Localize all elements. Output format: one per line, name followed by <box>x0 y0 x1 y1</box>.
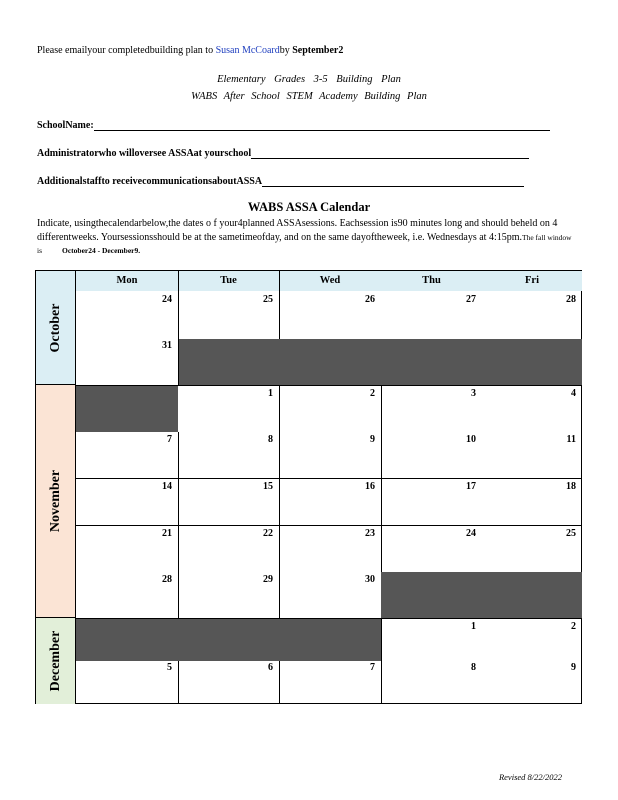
date-number: 30 <box>365 574 375 585</box>
date-number: 4 <box>571 388 576 399</box>
date-number: 25 <box>566 528 576 539</box>
day-cell[interactable] <box>482 525 582 572</box>
day-cell[interactable] <box>76 478 178 525</box>
revised-date: Revised 8/22/2022 <box>498 772 562 782</box>
day-cell[interactable] <box>482 385 582 432</box>
contact-link[interactable]: Susan McCoard <box>215 45 280 56</box>
month-december-label: December <box>47 630 63 692</box>
intro-prefix: Please emailyour completedbuilding plan to <box>37 45 216 56</box>
instructions-text: Indicate, usingthecalendarbelow,the dates o f your4planned ASSAsessions. Eachsession is90 minutes long and should beheld on 4 differentweeks. Yoursessionsshould be at the sametimeofday, and on the same dayoftheweek, i.e. Wednesdays at 4:15pm. <box>37 218 558 243</box>
day-cell[interactable] <box>178 525 279 572</box>
day-cell[interactable] <box>381 618 482 661</box>
date-number: 21 <box>162 528 172 539</box>
date-number: 2 <box>370 388 375 399</box>
date-number: 14 <box>162 481 172 492</box>
unavailable-block <box>178 339 582 385</box>
instructions-window-label: The fall window is <box>37 232 572 255</box>
date-number: 8 <box>268 434 273 445</box>
day-cell[interactable] <box>178 659 279 704</box>
day-cell[interactable] <box>279 291 381 339</box>
instructions-window-dates: October24 - December9. <box>62 246 141 255</box>
date-number: 1 <box>268 388 273 399</box>
date-number: 8 <box>471 662 476 673</box>
administrator-field[interactable] <box>37 147 529 159</box>
day-cell[interactable] <box>381 659 482 704</box>
date-number: 10 <box>466 434 476 445</box>
date-number: 24 <box>162 294 172 305</box>
administrator-label: Administratorwho willoversee ASSAat yourschool <box>37 148 252 159</box>
date-number: 18 <box>566 481 576 492</box>
month-november-label: November <box>47 469 63 533</box>
date-number: 5 <box>167 662 172 673</box>
date-number: 11 <box>566 434 576 445</box>
day-cell[interactable] <box>178 478 279 525</box>
day-cell[interactable] <box>482 431 582 478</box>
date-number: 9 <box>571 662 576 673</box>
day-cell[interactable] <box>76 291 178 339</box>
month-october <box>36 271 76 385</box>
date-number: 29 <box>263 574 273 585</box>
day-cell[interactable] <box>381 431 482 478</box>
day-cell[interactable] <box>76 571 178 618</box>
date-number: 16 <box>365 481 375 492</box>
day-cell[interactable] <box>279 385 381 432</box>
unavailable-block <box>76 618 381 661</box>
date-number: 24 <box>466 528 476 539</box>
intro-middle: by <box>279 45 293 56</box>
header-tue: Tue <box>178 271 279 291</box>
day-cell[interactable] <box>76 525 178 572</box>
calendar-title: WABS ASSA Calendar <box>247 200 371 214</box>
date-number: 1 <box>471 621 476 632</box>
date-number: 25 <box>263 294 273 305</box>
unavailable-block <box>76 385 178 432</box>
intro-line <box>37 45 343 56</box>
day-cell[interactable] <box>279 659 381 704</box>
header-wed: Wed <box>279 271 381 291</box>
day-cell[interactable] <box>76 431 178 478</box>
unavailable-block <box>381 572 582 618</box>
day-cell[interactable] <box>178 385 279 432</box>
school-name-line[interactable] <box>94 119 550 131</box>
day-cell[interactable] <box>482 659 582 704</box>
month-december <box>36 618 76 704</box>
day-cell[interactable] <box>279 478 381 525</box>
date-number: 6 <box>268 662 273 673</box>
day-cell[interactable] <box>482 291 582 339</box>
date-number: 3 <box>471 388 476 399</box>
date-number: 7 <box>167 434 172 445</box>
header-mon: Mon <box>76 271 178 291</box>
date-number: 31 <box>162 340 172 351</box>
day-cell[interactable] <box>178 291 279 339</box>
day-cell[interactable] <box>482 478 582 525</box>
day-cell[interactable] <box>279 525 381 572</box>
day-cell[interactable] <box>381 385 482 432</box>
plan-title: Elementary Grades 3-5 Building Plan <box>217 74 401 85</box>
staff-line[interactable] <box>262 175 524 187</box>
school-name-label: SchoolName: <box>37 120 94 131</box>
day-cell[interactable] <box>381 525 482 572</box>
plan-subtitle: WABS After School STEM Academy Building Plan <box>191 91 427 102</box>
calendar-grid <box>35 270 582 704</box>
day-cell[interactable] <box>381 291 482 339</box>
date-number: 22 <box>263 528 273 539</box>
date-number: 27 <box>466 294 476 305</box>
date-number: 9 <box>370 434 375 445</box>
month-november <box>36 385 76 618</box>
date-number: 23 <box>365 528 375 539</box>
month-october-label: October <box>47 303 63 352</box>
day-cell[interactable] <box>178 571 279 618</box>
day-cell[interactable] <box>76 659 178 704</box>
day-cell[interactable] <box>178 431 279 478</box>
deadline: September2 <box>292 45 344 56</box>
date-number: 15 <box>263 481 273 492</box>
date-number: 26 <box>365 294 375 305</box>
staff-field[interactable] <box>37 175 524 187</box>
day-cell[interactable] <box>381 478 482 525</box>
date-number: 2 <box>571 621 576 632</box>
date-number: 28 <box>566 294 576 305</box>
day-cell[interactable] <box>76 337 178 385</box>
day-cell[interactable] <box>482 618 582 661</box>
day-cell[interactable] <box>279 571 381 618</box>
day-cell[interactable] <box>279 431 381 478</box>
administrator-line[interactable] <box>251 147 529 159</box>
staff-label: Additionalstaffto receivecommunicationsaboutASSA <box>37 176 263 187</box>
header-fri: Fri <box>482 271 582 291</box>
header-thu: Thu <box>381 271 482 291</box>
school-name-field[interactable] <box>37 119 550 131</box>
date-number: 7 <box>370 662 375 673</box>
date-number: 17 <box>466 481 476 492</box>
date-number: 28 <box>162 574 172 585</box>
instructions <box>37 217 582 258</box>
